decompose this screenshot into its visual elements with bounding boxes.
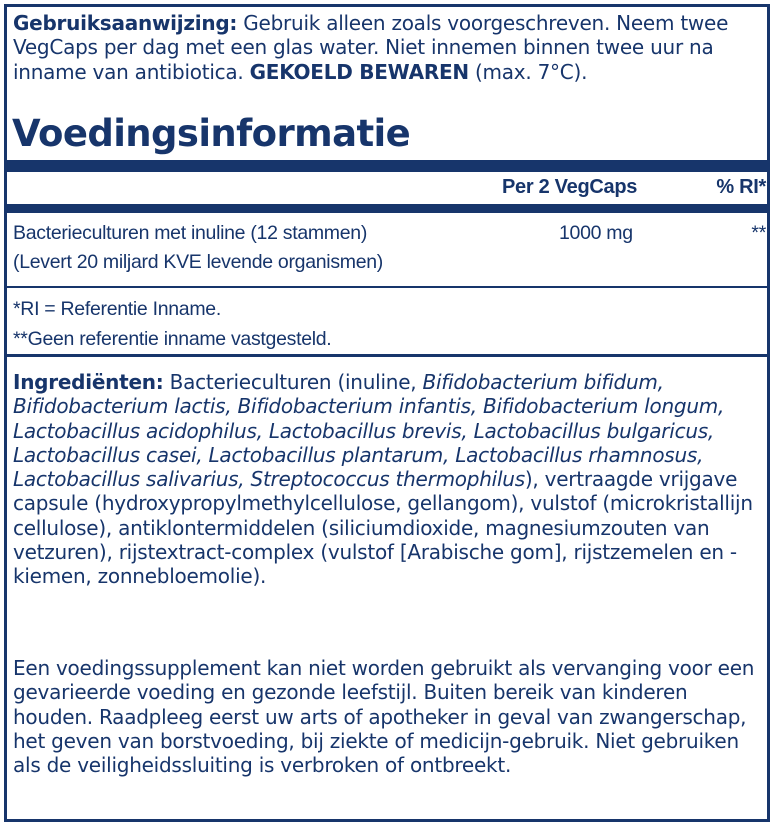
usage-text: Gebruik alleen zoals voorgeschreven. Neem twee VegCaps per dag met een glas water. Niet innemen binnen twee uur na inname van antibiotica. bbox=[13, 11, 729, 84]
storage-warning: GEKOELD BEWAREN bbox=[249, 59, 469, 84]
storage-temperature: (max. 7°C). bbox=[468, 59, 588, 84]
ingredients-label: Ingrediënten: bbox=[13, 370, 164, 394]
ingredients-text-start: Bacterieculturen (inuline, bbox=[163, 370, 423, 394]
ingredients-text-rest: ), vertraagde vrijgave capsule (hydroxypropylmethylcellulose, gellangom), vulstof (microkristallijn cellulose), antiklontermiddelen (siliciumdioxide, magnesiumzouten van vetzuren), rijstextract-complex (vulstof [Arabische gom], rijstzemelen en -kiemen, zonnebloemolie). bbox=[13, 467, 753, 589]
nutrient-ri: ** bbox=[751, 222, 766, 244]
usage-label: Gebruiksaanwijzing: bbox=[13, 11, 238, 35]
nutrition-title: Voedingsinformatie bbox=[12, 112, 411, 155]
ingredients-strains: Bifidobacterium bifidum, Bifidobacterium lactis, Bifidobacterium infantis, Bifidobacterium longum, Lactobacillus acidophilus, Lactobacillus brevis, Lactobacillus bulgaricus, Lactobacillus casei, Lactobacillus plantarum, Lactobacillus rhamnosus, Lactobacillus salivarius, Streptococcus thermophilus bbox=[13, 370, 725, 492]
table-header-rule bbox=[4, 204, 770, 213]
table-row-rule bbox=[4, 286, 770, 288]
column-header-ri: % RI* bbox=[716, 176, 766, 198]
table-bottom-rule bbox=[4, 354, 770, 357]
supplement-disclaimer: Een voedingssupplement kan niet worden gebruikt als vervanging voor een gevarieerde voeding en gezonde leefstijl. Buiten bereik van kinderen houden. Raadpleeg eerst uw arts of apotheker in geval van zwangerschap, het geven van borstvoeding, bij ziekte of medicijn-gebruik. Niet gebruiken als de veiligheidssluiting is verbroken of ontbreekt. bbox=[13, 656, 755, 778]
usage-instructions bbox=[13, 11, 765, 84]
footnote-no-ri: **Geen referentie inname vastgesteld. bbox=[13, 328, 332, 350]
nutrient-amount: 1000 mg bbox=[559, 222, 633, 244]
table-top-rule bbox=[4, 160, 770, 172]
nutrient-name: Bacterieculturen met inuline (12 stammen) bbox=[13, 222, 368, 244]
ingredients-list bbox=[13, 370, 765, 589]
footnote-ri: *RI = Referentie Inname. bbox=[13, 298, 221, 320]
nutrient-detail: (Levert 20 miljard KVE levende organismen) bbox=[13, 251, 384, 273]
column-header-per-serving: Per 2 VegCaps bbox=[502, 176, 638, 198]
